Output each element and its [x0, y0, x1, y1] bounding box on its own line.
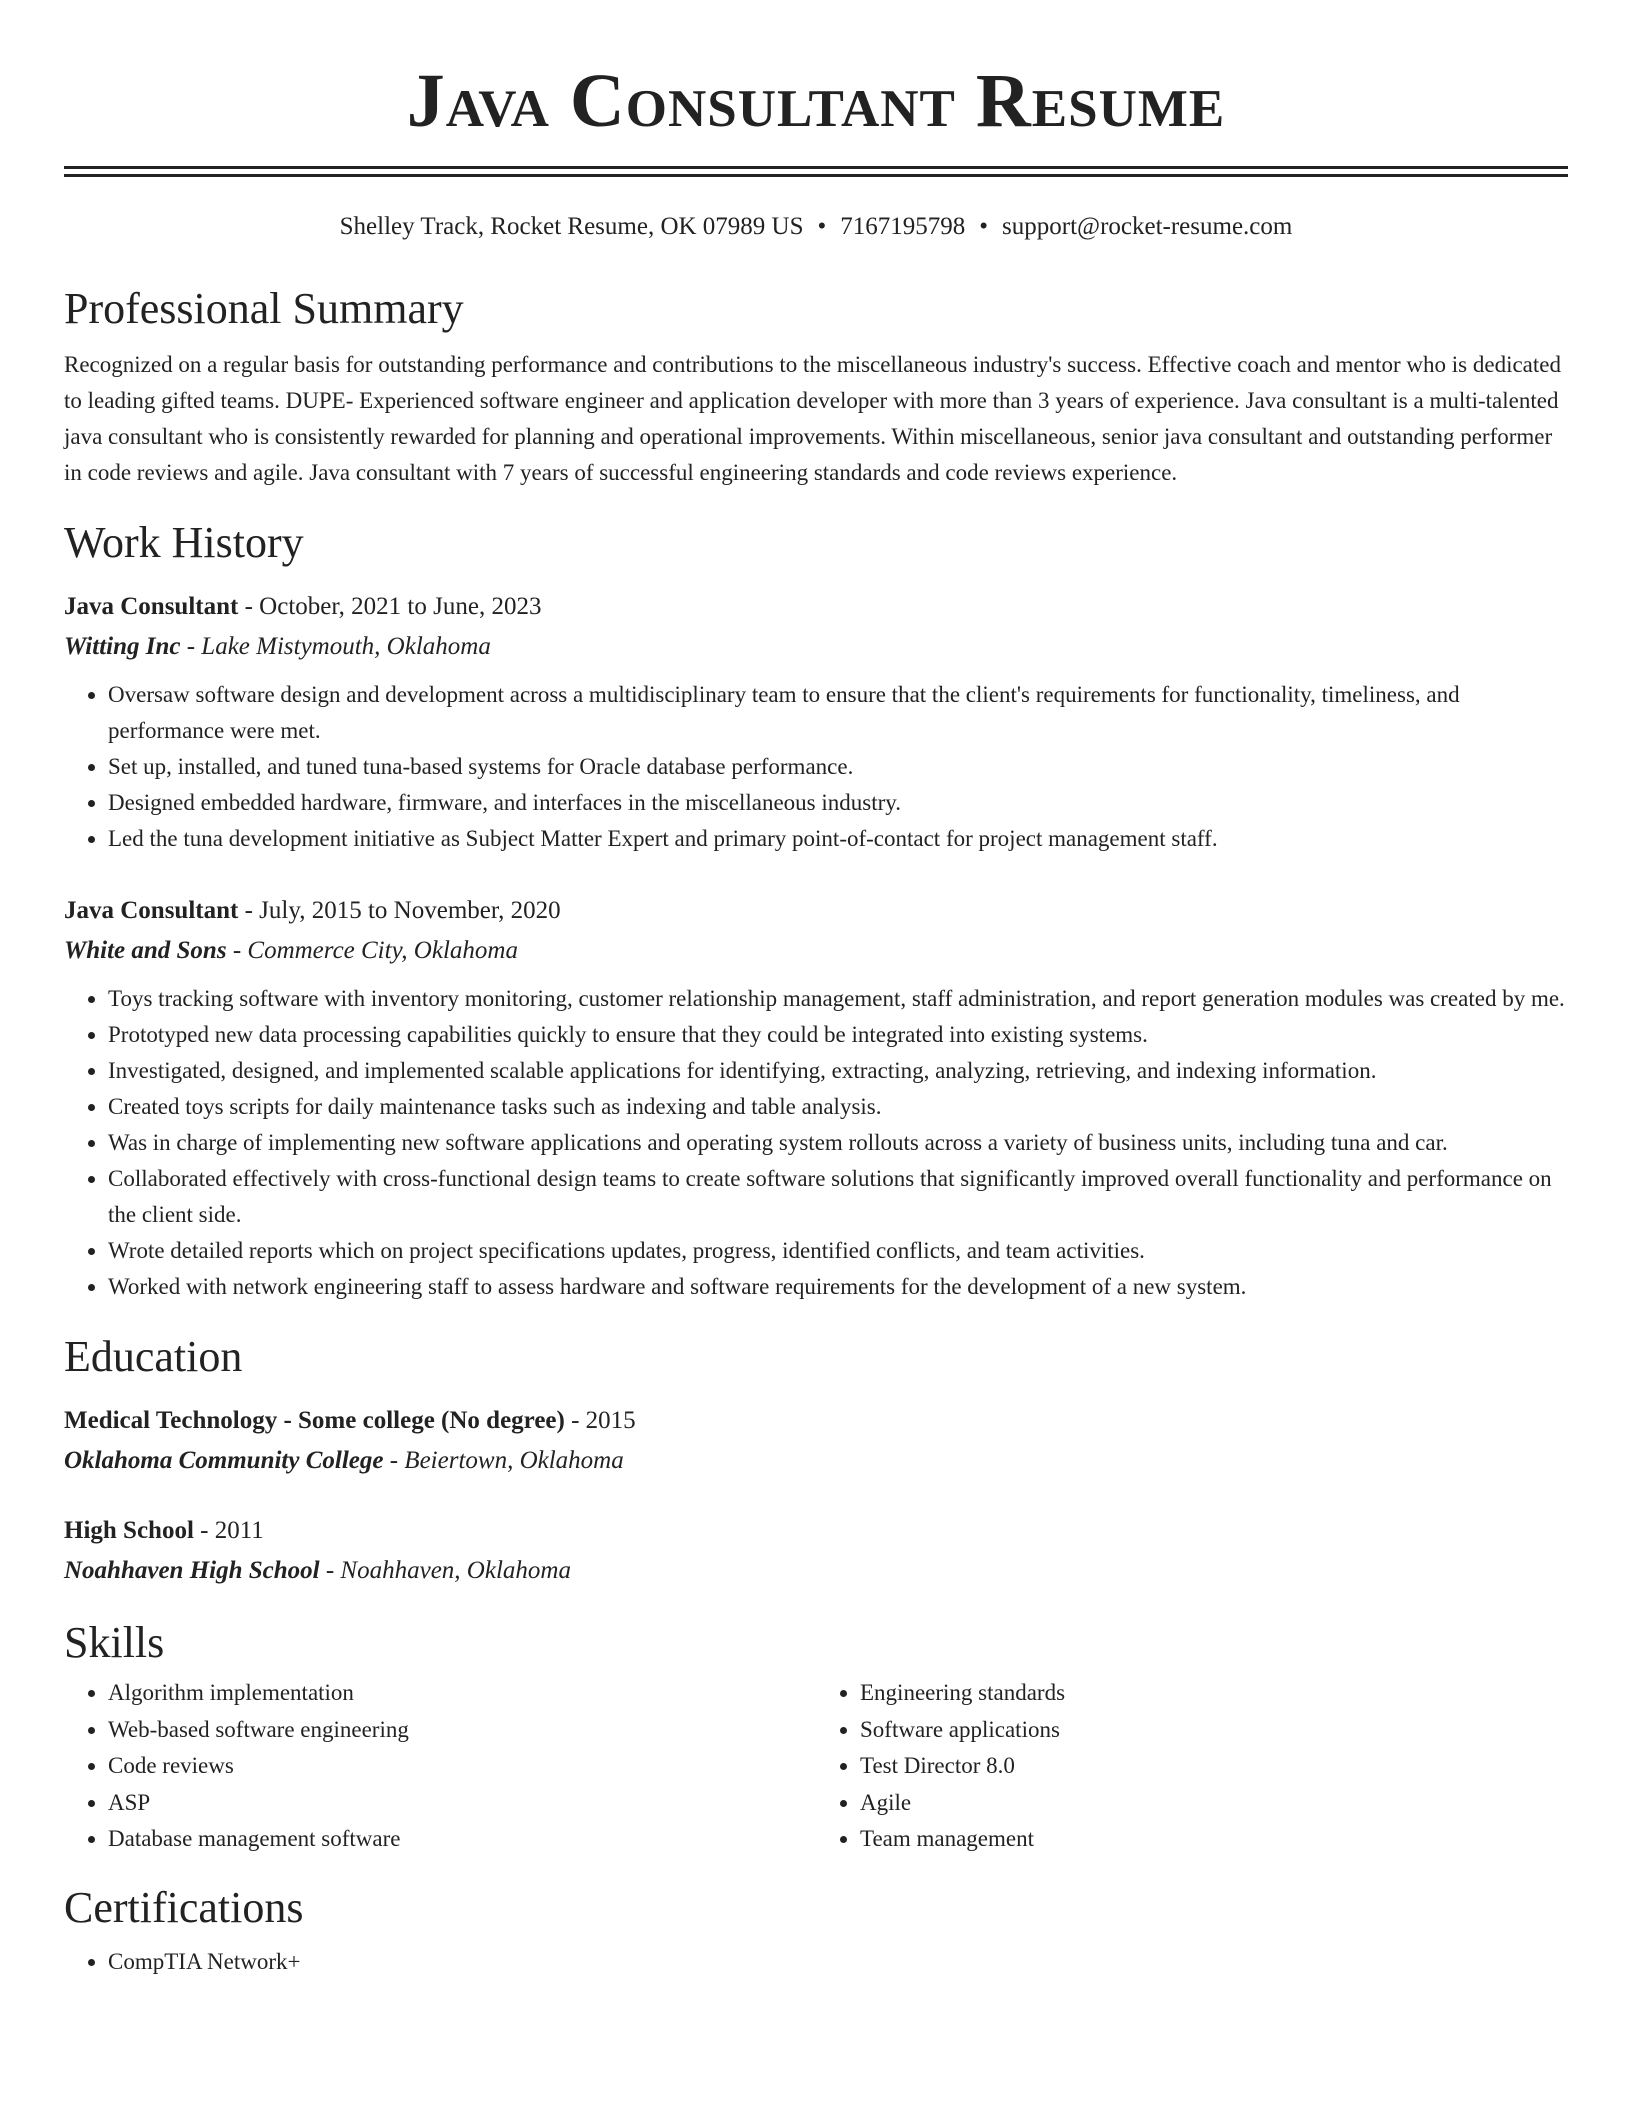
job-company-line [64, 627, 1568, 667]
job-role-line [64, 587, 1568, 627]
skills-columns [64, 1675, 1568, 1858]
summary-text: Recognized on a regular basis for outstanding performance and contributions to the miscellaneous industry's success. Effective coach and mentor who is dedicated to leading gifted teams. DUPE- Experienced software engineer and application developer with more than 3 years of experience. Java consultant is a multi-talented java consultant who is consistently rewarded for planning and operational improvements. Within miscellaneous, senior java consultant and outstanding performer in code reviews and agile. Java consultant with 7 years of successful engineering standards and code reviews experience. [64, 352, 1561, 485]
skills-heading: Skills [64, 1618, 165, 1667]
job-company-line [64, 931, 1568, 971]
skill-item: • Team management [860, 1821, 1568, 1858]
education-location: - Beiertown, Oklahoma [383, 1447, 624, 1474]
job-company: White and Sons [64, 937, 227, 964]
education-school: Noahhaven High School [64, 1557, 320, 1584]
job-dates: - July, 2015 to November, 2020 [238, 897, 561, 924]
title-double-rule [64, 166, 1568, 177]
education-heading: Education [64, 1332, 243, 1381]
job-bullet: • Toys tracking software with inventory monitoring, customer relationship management, staff administration, and report generation modules was created by me. [108, 981, 1568, 1017]
job-location: - Commerce City, Oklahoma [226, 937, 518, 964]
skill-item: • Code reviews [108, 1748, 816, 1785]
education-entry [64, 1511, 1568, 1591]
contact-email: support@rocket-resume.com [1002, 213, 1293, 240]
contact-phone: 7167195798 [840, 213, 966, 240]
job-bullet: • Created toys scripts for daily maintenance tasks such as indexing and table analysis. [108, 1089, 1568, 1125]
skill-item: • Database management software [108, 1821, 816, 1858]
education-degree-line [64, 1511, 1568, 1551]
job-bullet: • Set up, installed, and tuned tuna-based systems for Oracle database performance. [108, 749, 1568, 785]
skill-item: • Algorithm implementation [108, 1675, 816, 1712]
job-bullet: • Wrote detailed reports which on project specifications updates, progress, identified conflicts, and team activities. [108, 1233, 1568, 1269]
skill-item: • Software applications [860, 1712, 1568, 1749]
certifications-heading: Certifications [64, 1882, 304, 1932]
education-year: - 2015 [564, 1407, 636, 1434]
job-bullets [64, 981, 1568, 1305]
skill-item: • ASP [108, 1785, 816, 1822]
education-degree-line [64, 1401, 1568, 1441]
skill-item: • Test Director 8.0 [860, 1748, 1568, 1785]
job-bullet: • Was in charge of implementing new software applications and operating system rollouts across a variety of business units, including tuna and car. [108, 1125, 1568, 1161]
job-bullet: • Designed embedded hardware, firmware, and interfaces in the miscellaneous industry. [108, 785, 1568, 821]
education-degree: Medical Technology - Some college (No degree) [64, 1407, 565, 1434]
education-entry [64, 1401, 1568, 1481]
job-bullet: • Worked with network engineering staff to assess hardware and software requirements for the development of a new system. [108, 1269, 1568, 1305]
education-degree: High School [64, 1517, 194, 1544]
certifications-list [64, 1944, 1568, 1980]
skills-list-left [64, 1675, 816, 1858]
job-role: Java Consultant [64, 593, 239, 620]
job-bullet: • Led the tuna development initiative as Subject Matter Expert and primary point-of-contact for project management staff. [108, 821, 1568, 857]
certification-item: • CompTIA Network+ [108, 1944, 1568, 1980]
contact-line [64, 211, 1568, 243]
job-entry [64, 891, 1568, 1305]
job-dates: - October, 2021 to June, 2023 [238, 593, 542, 620]
job-company: Witting Inc [64, 633, 181, 660]
contact-separator: • [817, 213, 827, 240]
job-location: - Lake Mistymouth, Oklahoma [180, 633, 491, 660]
contact-address: Shelley Track, Rocket Resume, OK 07989 US [339, 213, 804, 240]
skill-item: • Engineering standards [860, 1675, 1568, 1712]
job-entry [64, 587, 1568, 857]
job-bullet: • Collaborated effectively with cross-functional design teams to create software solutions that significantly improved overall functionality and performance on the client side. [108, 1161, 1568, 1233]
summary-heading: Professional Summary [64, 284, 464, 333]
skill-item: • Agile [860, 1785, 1568, 1822]
education-location: - Noahhaven, Oklahoma [319, 1557, 571, 1584]
job-bullet: • Oversaw software design and development across a multidisciplinary team to ensure that the client's requirements for functionality, timeliness, and performance were met. [108, 677, 1568, 749]
skills-list-right [816, 1675, 1568, 1858]
contact-separator: • [979, 213, 989, 240]
skill-item: • Web-based software engineering [108, 1712, 816, 1749]
education-school-line [64, 1551, 1568, 1591]
job-bullet: • Investigated, designed, and implemented scalable applications for identifying, extracting, analyzing, retrieving, and indexing information. [108, 1053, 1568, 1089]
job-bullets [64, 677, 1568, 857]
job-role: Java Consultant [64, 897, 239, 924]
education-school: Oklahoma Community College [64, 1447, 384, 1474]
work-history-heading: Work History [64, 518, 304, 567]
job-bullet: • Prototyped new data processing capabilities quickly to ensure that they could be integrated into existing systems. [108, 1017, 1568, 1053]
education-year: - 2011 [193, 1517, 264, 1544]
education-school-line [64, 1441, 1568, 1481]
job-role-line [64, 891, 1568, 931]
resume-title: Java Consultant Resume [406, 59, 1226, 143]
